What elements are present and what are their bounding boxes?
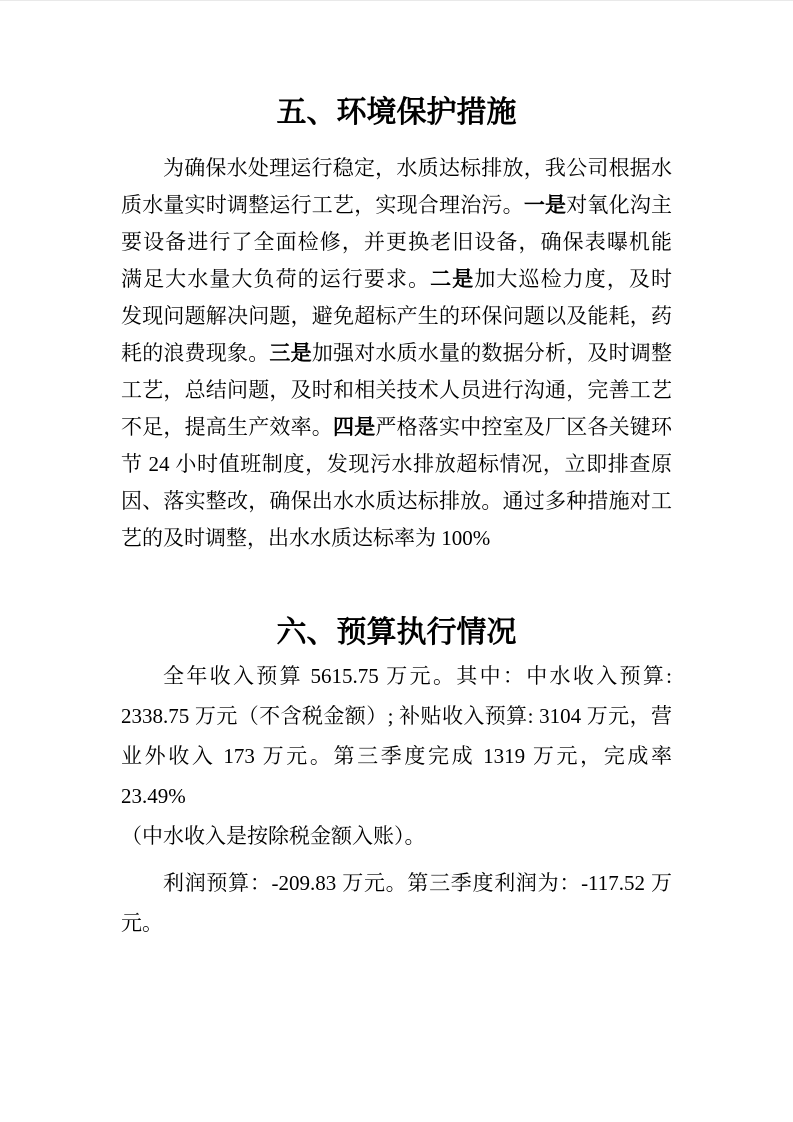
text-run: 因、落实整改，确保出水水质达标排放。通过多种措施对工	[121, 489, 672, 513]
bold-text-run: 四是	[333, 415, 376, 439]
text-line	[121, 656, 672, 696]
text-run: 对氧化沟主	[566, 193, 673, 217]
text-run: 工艺，总结问题，及时和相关技术人员进行沟通，完善工艺	[121, 378, 672, 402]
bold-text-run: 三是	[269, 341, 312, 365]
text-run: 发现问题解决问题，避免超标产生的环保问题以及能耗，药	[121, 304, 672, 328]
bold-text-run: 二是	[430, 267, 475, 291]
text-line	[121, 187, 672, 224]
section-budget-execution	[121, 612, 672, 943]
text-line	[121, 520, 672, 557]
text-line	[121, 863, 672, 903]
text-line	[121, 298, 672, 335]
text-line	[121, 816, 672, 856]
text-line	[121, 150, 672, 187]
text-run: 艺的及时调整，出水水质达标率为 100%	[121, 526, 491, 550]
text-line	[121, 903, 672, 943]
text-run: 节 24 小时值班制度，发现污水排放超标情况，立即排查原	[121, 452, 672, 476]
paragraph	[121, 656, 672, 856]
text-run: 为确保水处理运行稳定，水质达标排放，我公司根据水	[163, 156, 672, 180]
page-content	[121, 1, 672, 943]
section-title: 五、环境保护措施	[276, 96, 517, 129]
paragraph	[121, 150, 672, 557]
text-line	[121, 372, 672, 409]
text-line	[121, 446, 672, 483]
text-run: 耗的浪费现象。	[121, 341, 270, 365]
paragraph	[121, 863, 672, 943]
text-run: 全年收入预算 5615.75 万元。其中：中水收入预算:	[163, 664, 672, 688]
text-line	[121, 261, 672, 298]
text-run: 加强对水质水量的数据分析，及时调整	[311, 341, 673, 365]
text-run: 要设备进行了全面检修，并更换老旧设备，确保表曝机能	[121, 230, 672, 254]
text-line	[121, 224, 672, 261]
text-run: 利润预算：-209.83 万元。第三季度利润为：-117.52 万	[163, 871, 672, 895]
text-run: （中水收入是按除税金额入账）。	[121, 824, 426, 848]
section-environmental-measures	[121, 92, 672, 557]
text-run: 严格落实中控室及厂区各关键环	[375, 415, 673, 439]
text-line	[121, 483, 672, 520]
bold-text-run: 一是	[523, 193, 567, 217]
text-line	[121, 696, 672, 736]
text-run: 不足，提高生产效率。	[121, 415, 333, 439]
text-run: 质水量实时调整运行工艺，实现合理治污。	[121, 193, 524, 217]
text-run: 2338.75 万元（不含税金额）; 补贴收入预算: 3104 万元，营	[121, 704, 672, 728]
text-line	[121, 335, 672, 372]
text-run: 元。	[121, 911, 163, 935]
text-line	[121, 409, 672, 446]
text-line	[121, 736, 672, 816]
text-run: 加大巡检力度，及时	[474, 267, 673, 291]
text-run: 业外收入 173 万元。第三季度完成 1319 万元，完成率 23.49%	[121, 744, 672, 808]
section-title: 六、预算执行情况	[276, 616, 517, 649]
text-run: 满足大水量大负荷的运行要求。	[121, 267, 431, 291]
